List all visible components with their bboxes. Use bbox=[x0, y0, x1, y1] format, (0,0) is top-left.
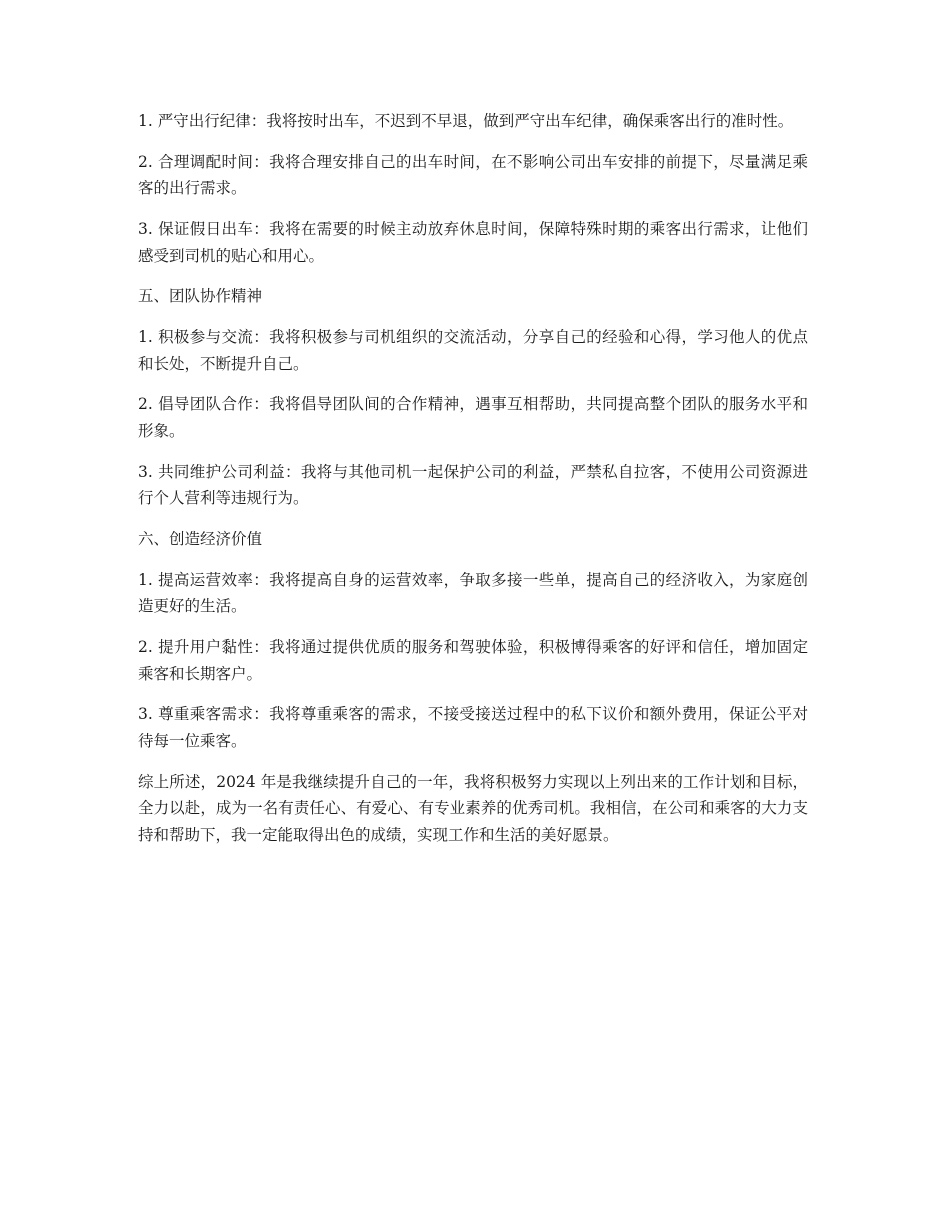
list-item-punctuality: 1. 严守出行纪律：我将按时出车，不迟到不早退，做到严守出车纪律，确保乘客出行的准时性。 bbox=[138, 112, 794, 130]
list-item-cooperation: 2. 倡导团队合作：我将倡导团队间的合作精神，遇事互相帮助，共同提高整个团队的服务水平和形象。 bbox=[138, 395, 808, 440]
section-heading-teamwork: 五、团队协作精神 bbox=[138, 287, 263, 306]
list-item-schedule: 2. 合理调配时间：我将合理安排自己的出车时间，在不影响公司出车安排的前提下，尽量满足乘客的出行需求。 bbox=[138, 152, 808, 198]
list-item-respect: 3. 尊重乘客需求：我将尊重乘客的需求，不接受接送过程中的私下议价和额外费用，保证公平对待每一位乘客。 bbox=[138, 705, 808, 750]
list-item-efficiency: 1. 提高运营效率：我将提高自身的运营效率，争取多接一些单，提高自己的经济收入，为家庭创造更好的生活。 bbox=[138, 570, 808, 616]
document-page bbox=[138, 108, 808, 863]
section-heading-economic-value: 六、创造经济价值 bbox=[138, 530, 263, 549]
list-item-stickiness: 2. 提升用户黏性：我将通过提供优质的服务和驾驶体验，积极博得乘客的好评和信任，增加固定乘客和长期客户。 bbox=[138, 638, 808, 683]
conclusion-paragraph: 综上所述，2024 年是我继续提升自己的一年，我将积极努力实现以上列出来的工作计划和目标，全力以赴，成为一名有责任心、有爱心、有专业素养的优秀司机。我相信，在公司和乘客的大力支持和帮助下，我一定能取得出色的成绩，实现工作和生活的美好愿景。 bbox=[138, 772, 808, 844]
list-item-exchange: 1. 积极参与交流：我将积极参与司机组织的交流活动，分享自己的经验和心得，学习他人的优点和长处，不断提升自己。 bbox=[138, 328, 808, 373]
list-item-holiday: 3. 保证假日出车：我将在需要的时候主动放弃休息时间，保障特殊时期的乘客出行需求，让他们感受到司机的贴心和用心。 bbox=[138, 220, 808, 265]
list-item-company-interest: 3. 共同维护公司利益：我将与其他司机一起保护公司的利益，严禁私自拉客，不使用公司资源进行个人营利等违规行为。 bbox=[138, 462, 808, 508]
